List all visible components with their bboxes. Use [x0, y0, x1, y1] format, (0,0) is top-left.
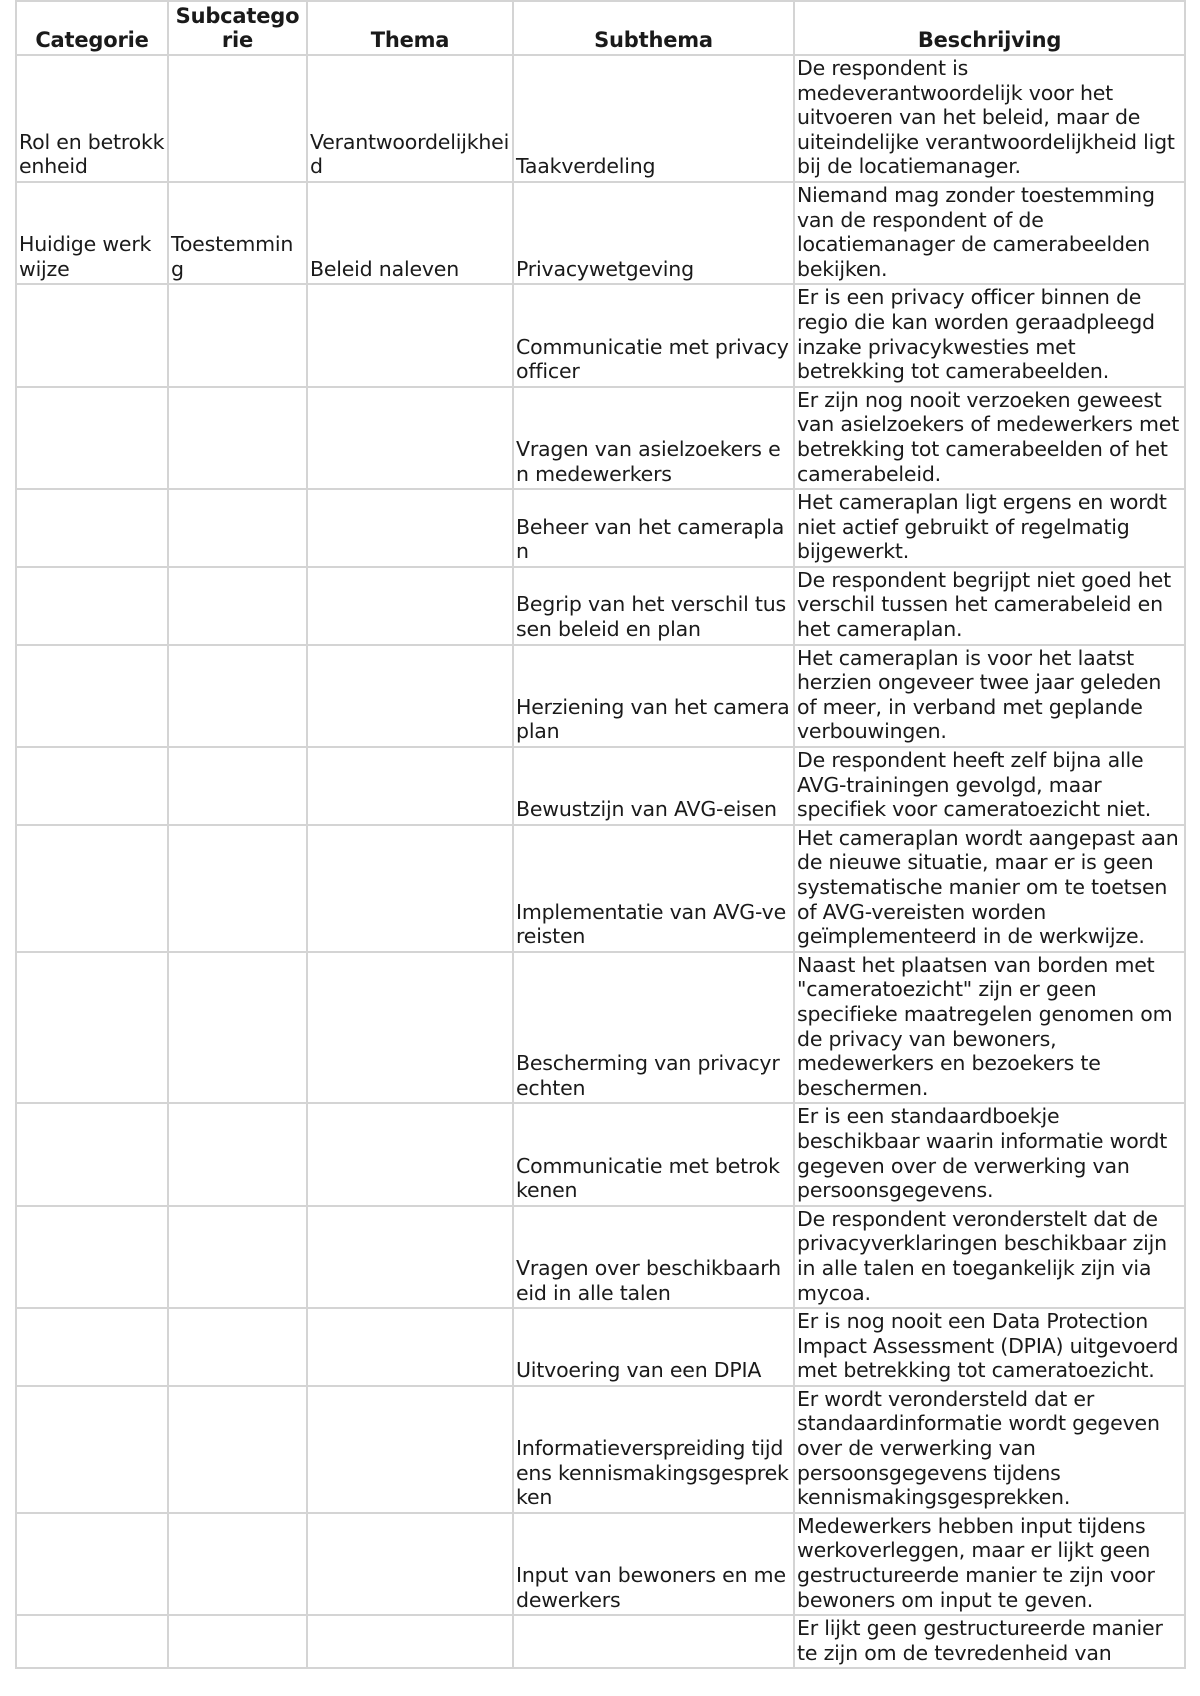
cell-thema — [307, 387, 513, 489]
header-thema: Thema — [307, 1, 513, 55]
cell-thema — [307, 284, 513, 386]
cell-thema: Verantwoordelijkheid — [307, 55, 513, 182]
table-row — [16, 952, 1185, 1104]
header-subcategorie: Subcategorie — [168, 1, 307, 55]
cell-thema — [307, 1308, 513, 1386]
cell-beschrijving: Er is een privacy officer binnen de regio die kan worden geraadpleegd inzake privacykwesties met betrekking tot camerabeelden. — [794, 284, 1185, 386]
cell-categorie — [16, 284, 168, 386]
cell-subthema: Communicatie met betrokkenen — [513, 1103, 794, 1205]
cell-categorie — [16, 1386, 168, 1513]
cell-subthema: Uitvoering van een DPIA — [513, 1308, 794, 1386]
table-row — [16, 1206, 1185, 1308]
cell-beschrijving: De respondent heeft zelf bijna alle AVG-trainingen gevolgd, maar specifiek voor cameratoezicht niet. — [794, 747, 1185, 825]
table-body — [16, 55, 1185, 1668]
cell-categorie — [16, 747, 168, 825]
cell-subthema: Bescherming van privacyrechten — [513, 952, 794, 1104]
header-row — [16, 1, 1185, 55]
cell-subthema: Beheer van het cameraplan — [513, 489, 794, 567]
cell-subcategorie — [168, 1103, 307, 1205]
cell-categorie — [16, 952, 168, 1104]
cell-subcategorie: Toestemming — [168, 182, 307, 284]
table-row — [16, 1103, 1185, 1205]
cell-subthema — [513, 1615, 794, 1668]
cell-thema — [307, 1513, 513, 1615]
cell-categorie — [16, 1206, 168, 1308]
cell-thema — [307, 747, 513, 825]
cell-categorie — [16, 489, 168, 567]
table-row — [16, 1615, 1185, 1668]
cell-thema — [307, 567, 513, 645]
cell-subthema: Vragen van asielzoekers en medewerkers — [513, 387, 794, 489]
cell-thema — [307, 825, 513, 952]
cell-beschrijving: Niemand mag zonder toestemming van de respondent of de locatiemanager de camerabeelden bekijken. — [794, 182, 1185, 284]
table-row — [16, 387, 1185, 489]
cell-subcategorie — [168, 1206, 307, 1308]
table-row — [16, 1386, 1185, 1513]
cell-subthema: Begrip van het verschil tussen beleid en plan — [513, 567, 794, 645]
table-row — [16, 747, 1185, 825]
cell-subcategorie — [168, 952, 307, 1104]
cell-beschrijving: De respondent is medeverantwoordelijk voor het uitvoeren van het beleid, maar de uiteindelijke verantwoordelijkheid ligt bij de locatiemanager. — [794, 55, 1185, 182]
cell-beschrijving: De respondent begrijpt niet goed het verschil tussen het camerabeleid en het cameraplan. — [794, 567, 1185, 645]
cell-categorie — [16, 645, 168, 747]
table-row — [16, 284, 1185, 386]
cell-beschrijving: Er wordt verondersteld dat er standaardinformatie wordt gegeven over de verwerking van persoonsgegevens tijdens kennismakingsgesprekken. — [794, 1386, 1185, 1513]
cell-thema — [307, 1386, 513, 1513]
cell-beschrijving: Medewerkers hebben input tijdens werkoverleggen, maar er lijkt geen gestructureerde manier te zijn voor bewoners om input te geven. — [794, 1513, 1185, 1615]
cell-thema — [307, 1103, 513, 1205]
header-subthema: Subthema — [513, 1, 794, 55]
cell-categorie: Rol en betrokkenheid — [16, 55, 168, 182]
cell-beschrijving: Naast het plaatsen van borden met "cameratoezicht" zijn er geen specifieke maatregelen genomen om de privacy van bewoners, medewerkers en bezoekers te beschermen. — [794, 952, 1185, 1104]
cell-subcategorie — [168, 1386, 307, 1513]
cell-beschrijving: Het cameraplan ligt ergens en wordt niet actief gebruikt of regelmatig bijgewerkt. — [794, 489, 1185, 567]
cell-categorie — [16, 1103, 168, 1205]
cell-thema — [307, 1206, 513, 1308]
cell-subcategorie — [168, 284, 307, 386]
table-row — [16, 55, 1185, 182]
table-row — [16, 645, 1185, 747]
cell-subthema: Implementatie van AVG-vereisten — [513, 825, 794, 952]
cell-subcategorie — [168, 489, 307, 567]
cell-categorie — [16, 387, 168, 489]
cell-thema — [307, 1615, 513, 1668]
cell-subthema: Input van bewoners en medewerkers — [513, 1513, 794, 1615]
cell-subcategorie — [168, 1615, 307, 1668]
cell-beschrijving: Er is nog nooit een Data Protection Impact Assessment (DPIA) uitgevoerd met betrekking tot cameratoezicht. — [794, 1308, 1185, 1386]
cell-subcategorie — [168, 1308, 307, 1386]
cell-subthema: Bewustzijn van AVG-eisen — [513, 747, 794, 825]
cell-beschrijving: Er is een standaardboekje beschikbaar waarin informatie wordt gegeven over de verwerking van persoonsgegevens. — [794, 1103, 1185, 1205]
cell-thema — [307, 489, 513, 567]
cell-categorie: Huidige werkwijze — [16, 182, 168, 284]
table-row — [16, 567, 1185, 645]
header-categorie: Categorie — [16, 1, 168, 55]
cell-categorie — [16, 825, 168, 952]
cell-beschrijving: Er lijkt geen gestructureerde manier te zijn om de tevredenheid van — [794, 1615, 1185, 1668]
cell-beschrijving: Het cameraplan is voor het laatst herzien ongeveer twee jaar geleden of meer, in verband met geplande verbouwingen. — [794, 645, 1185, 747]
cell-categorie — [16, 1513, 168, 1615]
cell-beschrijving: Er zijn nog nooit verzoeken geweest van asielzoekers of medewerkers met betrekking tot camerabeelden of het camerabeleid. — [794, 387, 1185, 489]
cell-subcategorie — [168, 825, 307, 952]
cell-subcategorie — [168, 55, 307, 182]
header-beschrijving: Beschrijving — [794, 1, 1185, 55]
cell-subthema: Taakverdeling — [513, 55, 794, 182]
cell-subthema: Privacywetgeving — [513, 182, 794, 284]
cell-subcategorie — [168, 645, 307, 747]
table-header — [16, 1, 1185, 55]
table-row — [16, 825, 1185, 952]
cell-beschrijving: De respondent veronderstelt dat de privacyverklaringen beschikbaar zijn in alle talen en toegankelijk zijn via mycoa. — [794, 1206, 1185, 1308]
cell-categorie — [16, 1615, 168, 1668]
cell-thema: Beleid naleven — [307, 182, 513, 284]
cell-categorie — [16, 1308, 168, 1386]
table-row — [16, 182, 1185, 284]
table-row — [16, 489, 1185, 567]
cell-subthema: Herziening van het cameraplan — [513, 645, 794, 747]
table-row — [16, 1513, 1185, 1615]
cell-subcategorie — [168, 567, 307, 645]
cell-subthema: Vragen over beschikbaarheid in alle talen — [513, 1206, 794, 1308]
cell-beschrijving: Het cameraplan wordt aangepast aan de nieuwe situatie, maar er is geen systematische manier om te toetsen of AVG-vereisten worden geïmplementeerd in de werkwijze. — [794, 825, 1185, 952]
cell-thema — [307, 645, 513, 747]
data-table — [15, 0, 1186, 1669]
cell-categorie — [16, 567, 168, 645]
cell-subthema: Informatieverspreiding tijdens kennismakingsgesprekken — [513, 1386, 794, 1513]
cell-thema — [307, 952, 513, 1104]
cell-subcategorie — [168, 747, 307, 825]
cell-subcategorie — [168, 387, 307, 489]
cell-subcategorie — [168, 1513, 307, 1615]
table-row — [16, 1308, 1185, 1386]
cell-subthema: Communicatie met privacy officer — [513, 284, 794, 386]
